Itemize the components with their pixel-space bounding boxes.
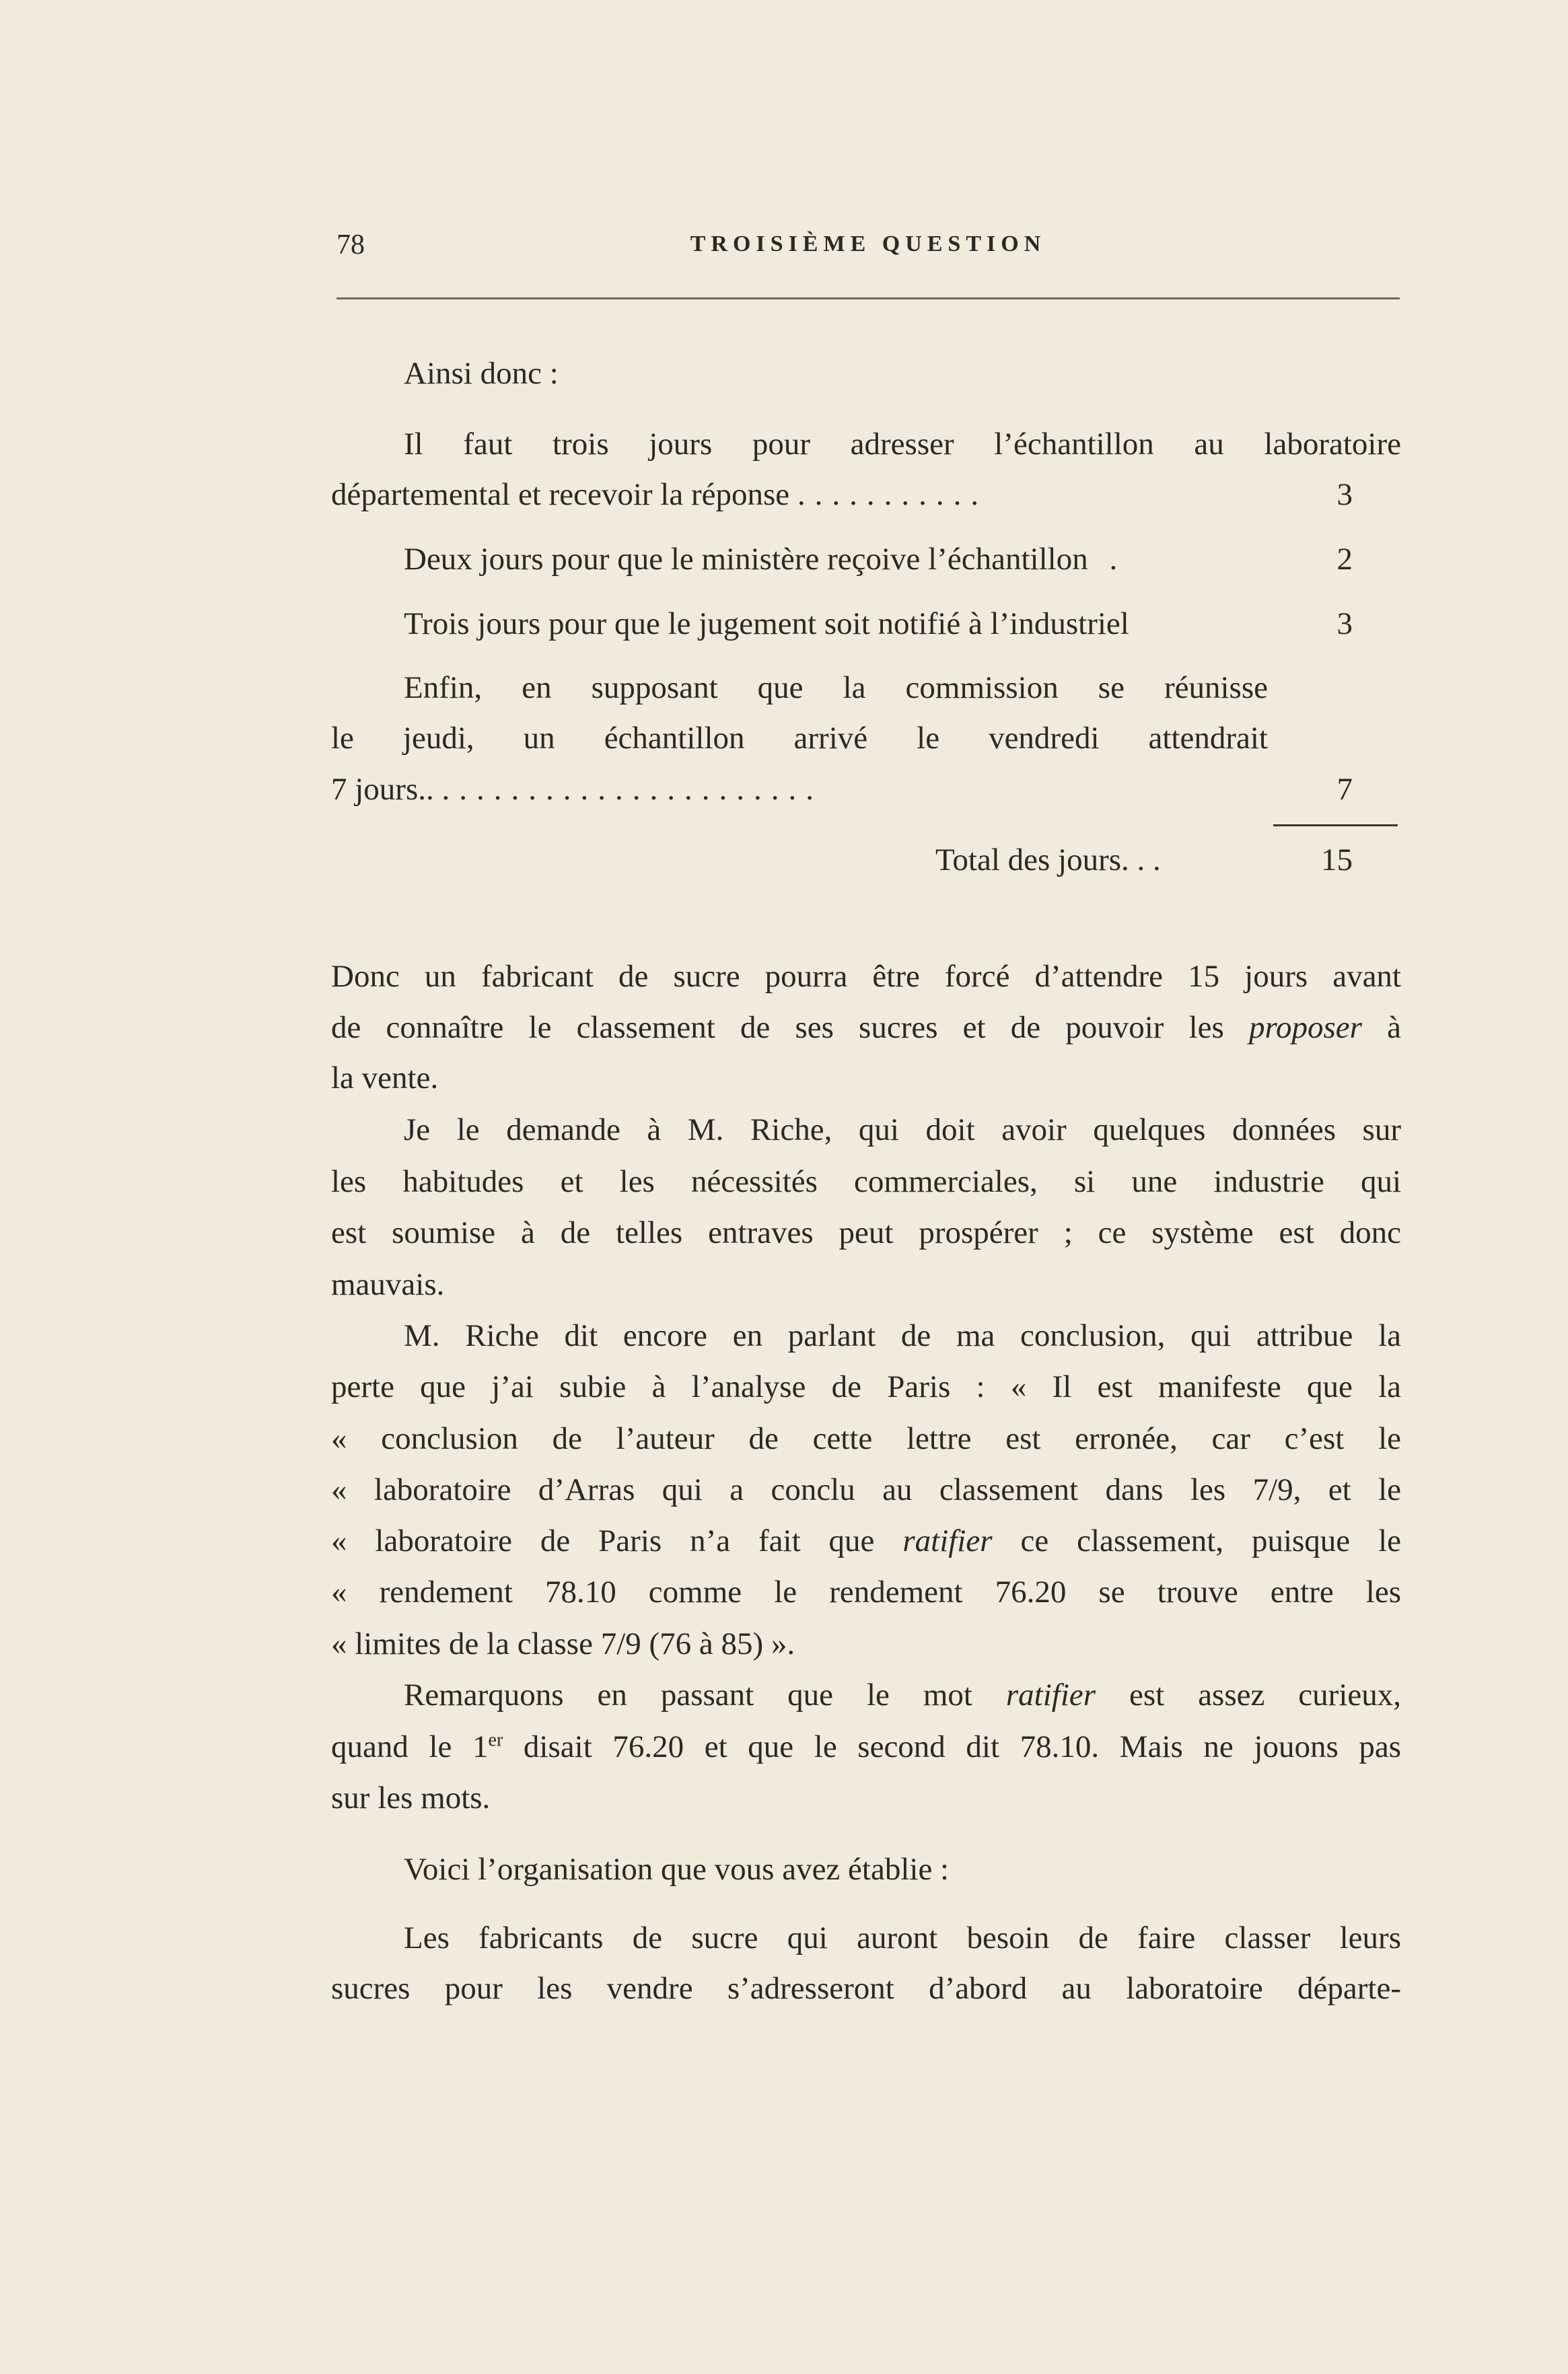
p4-line-1	[404, 1680, 1401, 1711]
total-value: 15	[1321, 842, 1353, 877]
p4-line-2-text: disait 76.20 et que le second dit 78.10. Mais ne jouons pas	[523, 1729, 1402, 1764]
dot-leader: .	[1109, 542, 1118, 577]
p4-line-2	[331, 1731, 1401, 1763]
p3-line-1: M. Riche dit encore en parlant de ma conclusion, qui attribue la	[404, 1318, 1401, 1353]
p4-ordinal: quand le 1	[331, 1729, 489, 1764]
p2-line-4: mauvais.	[331, 1267, 445, 1302]
summary-item-4-text: 7 jours..	[331, 772, 434, 807]
p2-line-1: Je le demande à M. Riche, qui doit avoir quelques données sur	[404, 1112, 1401, 1147]
p4-line-2-start	[331, 1729, 503, 1764]
p4-line-3: sur les mots.	[331, 1780, 491, 1815]
dot-leader: ......................	[441, 772, 823, 807]
p1-line-3: la vente.	[331, 1060, 439, 1095]
superscript: er	[488, 1729, 503, 1751]
summary-item-1-line-1: Il faut trois jours pour adresser l’échantillon au laboratoire	[404, 427, 1401, 462]
total-label: Total des jours. . .	[935, 842, 1161, 877]
p1-line-1: Donc un fabricant de sucre pourra être forcé d’attendre 15 jours avant	[331, 959, 1401, 994]
p3-line-5	[331, 1525, 1401, 1557]
p3-line-4: « laboratoire d’Arras qui a conclu au classement dans les 7/9, et le	[331, 1472, 1401, 1507]
summary-item-4-line-2: le jeudi, un échantillon arrivé le vendredi attendrait	[331, 721, 1268, 756]
p6-line-1: Les fabricants de sucre qui auront besoin de faire classer leurs	[404, 1920, 1401, 1955]
p3-line-6: « rendement 78.10 comme le rendement 76.20 se trouve entre les	[331, 1575, 1401, 1610]
p2-line-2: les habitudes et les nécessités commerciales, si une industrie qui	[331, 1164, 1401, 1199]
p3-line-2: perte que j’ai subie à l’analyse de Paris : « Il est manifeste que la	[331, 1369, 1401, 1404]
header-rule	[336, 297, 1400, 299]
summary-item-1-text: départemental et recevoir la réponse	[331, 477, 790, 512]
italic-word: ratifier	[902, 1523, 993, 1558]
summary-item-2-text: Deux jours pour que le ministère reçoive l’échantillon	[404, 542, 1088, 577]
dot-leader: ...........	[797, 477, 989, 512]
summary-item-4-value: 7	[1337, 772, 1353, 807]
p4-line-1-text: Remarquons en passant que le mot	[404, 1678, 972, 1713]
summary-item-1-line-2	[331, 479, 1267, 511]
p3-line-7: « limites de la classe 7/9 (76 à 85) ».	[331, 1626, 795, 1661]
summary-intro: Ainsi donc :	[404, 356, 559, 391]
p4-line-1-end: est assez curieux,	[1129, 1678, 1401, 1713]
p1-line-2	[331, 1012, 1401, 1044]
p5-line-1: Voici l’organisation que vous avez établie :	[404, 1852, 950, 1887]
p1-line-2-end: à	[1387, 1010, 1401, 1045]
summary-item-1-value: 3	[1337, 477, 1353, 512]
p2-line-3: est soumise à de telles entraves peut prospérer ; ce système est donc	[331, 1215, 1401, 1250]
p6-line-2: sucres pour les vendre s’adresseront d’abord au laboratoire départe-	[331, 1971, 1401, 2006]
summary-item-4-line-1: Enfin, en supposant que la commission se réunisse	[404, 670, 1268, 705]
page-header	[336, 229, 1400, 269]
running-title: TROISIÈME QUESTION	[690, 231, 1046, 256]
total-rule	[1273, 824, 1398, 826]
p1-line-2-text: de connaître le classement de ses sucres et de pouvoir les	[331, 1010, 1224, 1045]
p3-line-5-text: « laboratoire de Paris n’a fait que	[331, 1523, 875, 1558]
page-number: 78	[336, 229, 365, 260]
p3-line-5-end: ce classement, puisque le	[1020, 1523, 1402, 1558]
summary-item-2-value: 2	[1337, 542, 1353, 577]
summary-item-3-text: Trois jours pour que le jugement soit notifié à l’industriel	[404, 606, 1129, 641]
italic-word: proposer	[1248, 1010, 1362, 1045]
summary-item-4-line-3	[331, 774, 1267, 805]
italic-word: ratifier	[1005, 1678, 1096, 1713]
summary-item-2	[404, 544, 1117, 575]
p3-line-3: « conclusion de l’auteur de cette lettre est erronée, car c’est le	[331, 1421, 1401, 1456]
summary-item-3-value: 3	[1337, 606, 1353, 641]
